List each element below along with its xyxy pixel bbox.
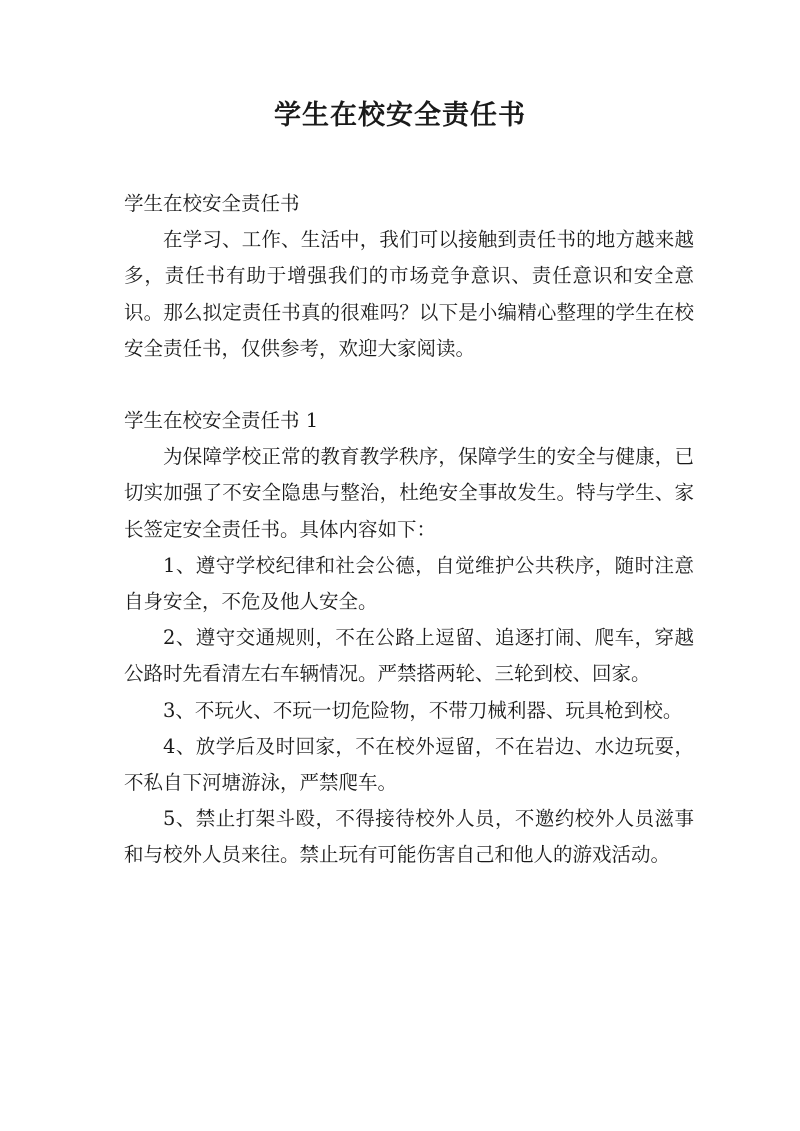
rule-item: 1、遵守学校纪律和社会公德，自觉维护公共秩序，随时注意自身安全，不危及他人安全。	[124, 553, 694, 614]
rule-item: 2、遵守交通规则，不在公路上逗留、追逐打闹、爬车，穿越公路时先看清左右车辆情况。严禁搭两轮、三轮到校、回家。	[124, 626, 694, 686]
section-spacer	[124, 367, 694, 403]
section-heading: 学生在校安全责任书 1	[124, 409, 319, 433]
rule-item: 5、禁止打架斗殴，不得接待校外人员，不邀约校外人员滋事和与校外人员来往。禁止玩有可能伤害自己和他人的游戏活动。	[124, 807, 694, 867]
rule-item: 3、不玩火、不玩一切危险物，不带刀械利器、玩具枪到校。	[163, 698, 683, 722]
section-heading: 学生在校安全责任书	[124, 192, 300, 215]
intro-paragraph: 在学习、工作、生活中，我们可以接触到责任书的地方越来越多，责任书有助于增强我们的市场竞争意识、责任意识和安全意识。那么拟定责任书真的很难吗？以下是小编精心整理的学生在校安全责任书，仅供参考，欢迎大家阅读。	[124, 228, 694, 360]
document-title: 学生在校安全责任书	[274, 100, 526, 131]
rule-item: 4、放学后及时回家，不在校外逗留，不在岩边、水边玩耍，不私自下河塘游泳，严禁爬车。	[124, 734, 694, 795]
body-paragraph: 为保障学校正常的教育教学秩序，保障学生的安全与健康，已切实加强了不安全隐患与整治，杜绝安全事故发生。特与学生、家长签定安全责任书。具体内容如下：	[124, 445, 694, 541]
document-body	[124, 186, 694, 874]
